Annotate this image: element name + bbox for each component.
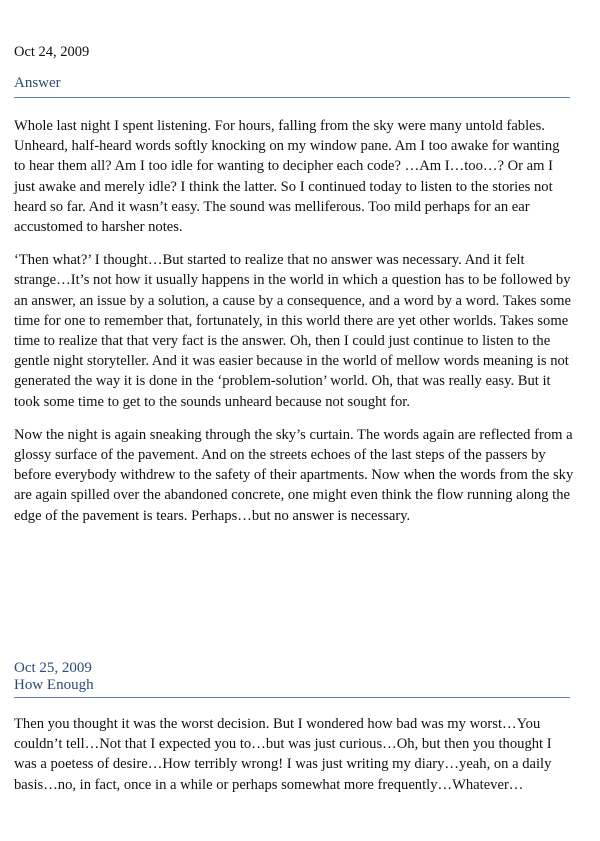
paragraph: ‘Then what?’ I thought…But started to realize that no answer was necessary. And it felt strange…It’s not how it usually happens in the world in which a question has to be followed by an answer, an issue by a solution, a cause by a consequence, and a word by a word. Takes some time for one to remember that, fortunately, in this world there are yet other worlds. Takes some time to realize that that very fact is the answer. Oh, then I could just continue to listen to the gentle night storyteller. And it was easier because in the world of mellow words meaning is not generated the way it is done in the ‘problem-solution’ world. Oh, that was really easy. But it took some time to get to the sounds unheard because not sought for.	[14, 252, 571, 410]
entry-date: Oct 24, 2009	[14, 44, 90, 60]
entry-body	[14, 116, 574, 539]
entry-header	[14, 660, 94, 694]
entry-body	[14, 714, 574, 808]
paragraph: Now the night is again sneaking through the sky’s curtain. The words again are reflected from a glossy surface of the pavement. And on the streets echoes of the last steps of the passers by before everybody withdrew to the safety of their apartments. Now when the words from the sky are again spilled over the abandoned concrete, one might even think the flow running along the edge of the pavement is tears. Perhaps…but no answer is necessary.	[14, 426, 574, 524]
title-divider	[14, 97, 570, 98]
entry-title: Answer	[14, 75, 61, 91]
paragraph: Then you thought it was the worst decision. But I wondered how bad was my worst…You couldn’t tell…Not that I expected you to…but was just curious…Oh, but then you thought I was a poetess of desire…How terribly wrong! I was just writing my diary…yeah, on a daily basis…no, in fact, once in a while or perhaps somewhat more frequently…Whatever…	[14, 716, 552, 793]
title-divider	[14, 697, 570, 698]
paragraph: Whole last night I spent listening. For hours, falling from the sky were many untold fables. Unheard, half-heard words softly knocking on my window pane. Am I too awake for wanting to hear them all? Am I too idle for wanting to decipher each code? …Am I…too…? Or am I just awake and merely idle? I think the latter. So I continued today to listen to the stories not heard so far. And it wasn’t easy. The sound was melliferous. Too mild perhaps for an ear accustomed to harsher notes.	[14, 118, 560, 236]
entry-title: How Enough	[14, 677, 94, 693]
entry-date: Oct 25, 2009	[14, 660, 92, 676]
